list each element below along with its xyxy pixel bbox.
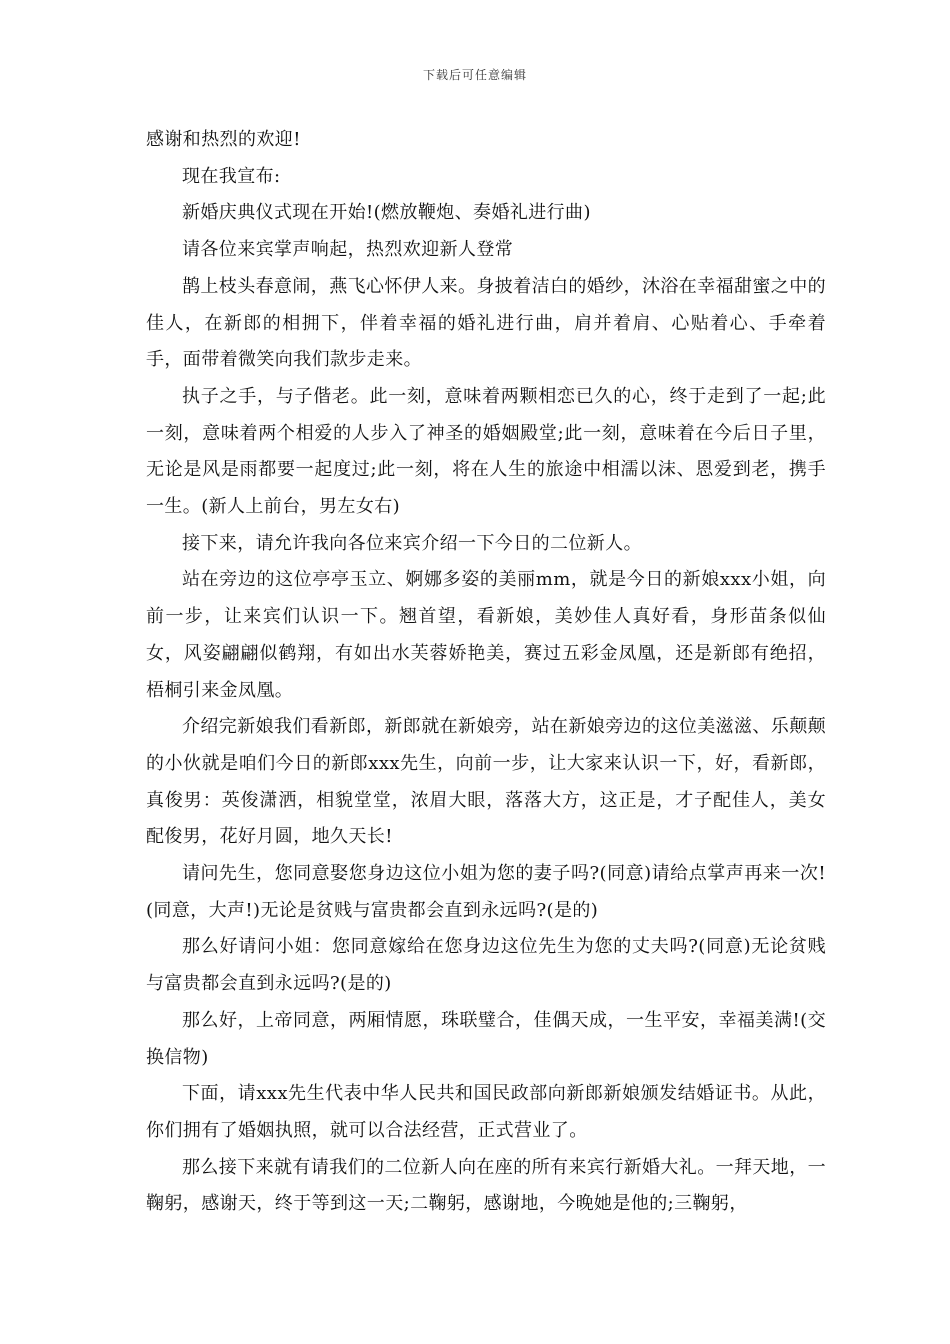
- page-header: 下载后可任意编辑: [422, 68, 527, 82]
- paragraph-2: 现在我宣布:: [182, 165, 281, 187]
- paragraph-12: 那么好，上帝同意，两厢情愿，珠联璧合，佳偶天成，一生平安，幸福美满!(交换信物): [146, 1009, 826, 1068]
- paragraph-13: 下面，请xxx先生代表中华人民共和国民政部向新郎新娘颁发结婚证书。从此，你们拥有了婚姻执照，就可以合法经营，正式营业了。: [146, 1083, 826, 1141]
- paragraph-14: 那么接下来就有请我们的二位新人向在座的所有来宾行新婚大礼。一拜天地，一鞠躬，感谢天，终于等到这一天;二鞠躬，感谢地，今晚她是他的;三鞠躬，: [146, 1156, 826, 1215]
- paragraph-8: 站在旁边的这位亭亭玉立、婀娜多姿的美丽mm，就是今日的新娘xxx小姐，向前一步，让来宾们认识一下。翘首望，看新娘，美妙佳人真好看，身形苗条似仙女，风姿翩翩似鹤翔，有如出水芙蓉娇艳美，赛过五彩金凤凰，还是新郎有绝招，梧桐引来金凤凰。: [146, 569, 826, 701]
- paragraph-10: 请问先生，您同意娶您身边这位小姐为您的妻子吗?(同意)请给点掌声再来一次!(同意，大声!)无论是贫贱与富贵都会直到永远吗?(是的): [146, 863, 826, 921]
- paragraph-9: 介绍完新娘我们看新郎，新郎就在新娘旁，站在新娘旁边的这位美滋滋、乐颠颠的小伙就是咱们今日的新郎xxx先生，向前一步，让大家来认识一下，好，看新郎，真俊男：英俊潇洒，相貌堂堂，浓眉大眼，落落大方，这正是，才子配佳人，美女配俊男，花好月圆，地久天长!: [146, 716, 826, 848]
- paragraph-4: 请各位来宾掌声响起，热烈欢迎新人登常: [182, 239, 514, 261]
- document-body: [146, 122, 826, 1223]
- paragraph-1: 感谢和热烈的欢迎!: [146, 129, 301, 150]
- paragraph-5: 鹊上枝头春意闹，燕飞心怀伊人来。身披着洁白的婚纱，沐浴在幸福甜蜜之中的佳人，在新郎的相拥下，伴着幸福的婚礼进行曲，肩并着肩、心贴着心、手牵着手，面带着微笑向我们款步走来。: [146, 275, 826, 371]
- paragraph-6: 执子之手，与子偕老。此一刻，意味着两颗相恋已久的心，终于走到了一起;此一刻，意味着两个相爱的人步入了神圣的婚姻殿堂;此一刻，意味着在今后日子里，无论是风是雨都要一起度过;此一刻，将在人生的旅途中相濡以沫、恩爱到老，携手一生。(新人上前台，男左女右): [146, 385, 826, 518]
- paragraph-11: 那么好请问小姐：您同意嫁给在您身边这位先生为您的丈夫吗?(同意)无论贫贱与富贵都会直到永远吗?(是的): [146, 936, 826, 995]
- paragraph-3: 新婚庆典仪式现在开始!(燃放鞭炮、奏婚礼进行曲): [182, 202, 591, 224]
- paragraph-7: 接下来，请允许我向各位来宾介绍一下今日的二位新人。: [182, 532, 642, 554]
